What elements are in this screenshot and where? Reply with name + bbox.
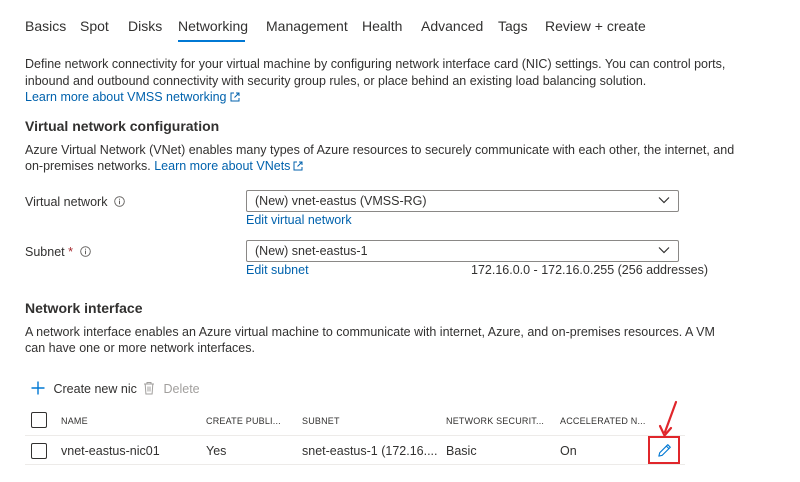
table-cell-accelerated-networking: On — [560, 444, 577, 458]
info-icon[interactable] — [114, 196, 125, 207]
tab-spot[interactable]: Spot — [80, 18, 109, 34]
subnet-label-row — [25, 245, 91, 259]
chevron-down-icon — [658, 196, 670, 204]
table-cell-create-public-ip: Yes — [206, 444, 227, 458]
intro-line-1: Define network connectivity for your virtual machine by configuring network interface card (NIC) settings. You can control ports, — [25, 57, 726, 71]
vnet-desc-line-2: on-premises networks. — [25, 159, 151, 173]
table-cell-network-security: Basic — [446, 444, 477, 458]
nic-section-title: Network interface — [25, 300, 143, 316]
create-new-nic-label: Create new nic — [53, 382, 137, 396]
virtual-network-label-row — [25, 195, 125, 209]
required-marker: * — [68, 245, 73, 259]
tab-bar — [0, 0, 800, 44]
column-header-accelerated-networking[interactable]: ACCELERATED N... — [560, 416, 646, 426]
vnet-desc-line-1: Azure Virtual Network (VNet) enables many types of Azure resources to securely communicate with each other, the internet, and — [25, 143, 735, 157]
tab-advanced[interactable]: Advanced — [421, 18, 484, 34]
active-tab-indicator — [178, 40, 245, 42]
tab-health[interactable]: Health — [362, 18, 403, 34]
external-link-icon — [230, 92, 240, 102]
row-checkbox[interactable] — [31, 443, 47, 459]
column-header-subnet[interactable]: SUBNET — [302, 416, 340, 426]
column-header-network-security[interactable]: NETWORK SECURIT... — [446, 416, 545, 426]
nic-desc-line-1: A network interface enables an Azure virtual machine to communicate with internet, Azure, and on-premises resources. A VM — [25, 325, 715, 339]
delete-label: Delete — [163, 382, 200, 396]
intro-line-2: inbound and outbound connectivity with security group rules, or place behind an existing load balancing solution. — [25, 74, 647, 88]
table-header-divider — [25, 435, 685, 436]
chevron-down-icon — [658, 246, 670, 254]
tab-networking[interactable]: Networking — [178, 18, 249, 34]
select-all-checkbox[interactable] — [31, 412, 47, 428]
table-cell-name: vnet-eastus-nic01 — [61, 444, 160, 458]
arrow-annotation — [654, 400, 684, 440]
delete-button[interactable] — [143, 381, 200, 396]
info-icon[interactable] — [80, 246, 91, 257]
subnet-dropdown[interactable] — [246, 240, 679, 262]
tab-management[interactable]: Management — [266, 18, 348, 34]
subnet-label: Subnet — [25, 245, 65, 259]
subnet-value: (New) snet-eastus-1 — [255, 244, 368, 258]
plus-icon — [31, 381, 45, 395]
tab-basics[interactable]: Basics — [25, 18, 67, 34]
tab-review-create[interactable]: Review + create — [545, 18, 646, 34]
create-new-nic-button[interactable] — [31, 381, 137, 396]
column-header-create-public-ip[interactable]: CREATE PUBLI... — [206, 416, 281, 426]
table-row-divider — [25, 464, 685, 465]
subnet-address-range: 172.16.0.0 - 172.16.0.255 (256 addresses) — [471, 263, 708, 277]
tab-disks[interactable]: Disks — [128, 18, 163, 34]
virtual-network-value: (New) vnet-eastus (VMSS-RG) — [255, 194, 427, 208]
learn-more-vnets-link[interactable]: Learn more about VNets — [154, 159, 291, 173]
nic-desc-line-2: can have one or more network interfaces. — [25, 341, 255, 355]
column-header-name[interactable]: NAME — [61, 416, 88, 426]
vnet-desc-line-2-row — [25, 158, 303, 175]
pencil-icon — [657, 443, 672, 458]
learn-more-vmss-link[interactable]: Learn more about VMSS networking — [25, 90, 227, 104]
virtual-network-label: Virtual network — [25, 195, 108, 209]
virtual-network-dropdown[interactable] — [246, 190, 679, 212]
trash-icon — [143, 381, 155, 395]
tab-tags[interactable]: Tags — [498, 18, 528, 34]
edit-virtual-network-link[interactable]: Edit virtual network — [246, 213, 352, 227]
table-cell-subnet: snet-eastus-1 (172.16.... — [302, 444, 438, 458]
edit-subnet-link[interactable]: Edit subnet — [246, 263, 309, 277]
learn-more-vmss-link-row — [25, 89, 240, 106]
external-link-icon — [293, 161, 303, 171]
edit-nic-button[interactable] — [648, 436, 680, 464]
vnet-section-title: Virtual network configuration — [25, 118, 220, 134]
